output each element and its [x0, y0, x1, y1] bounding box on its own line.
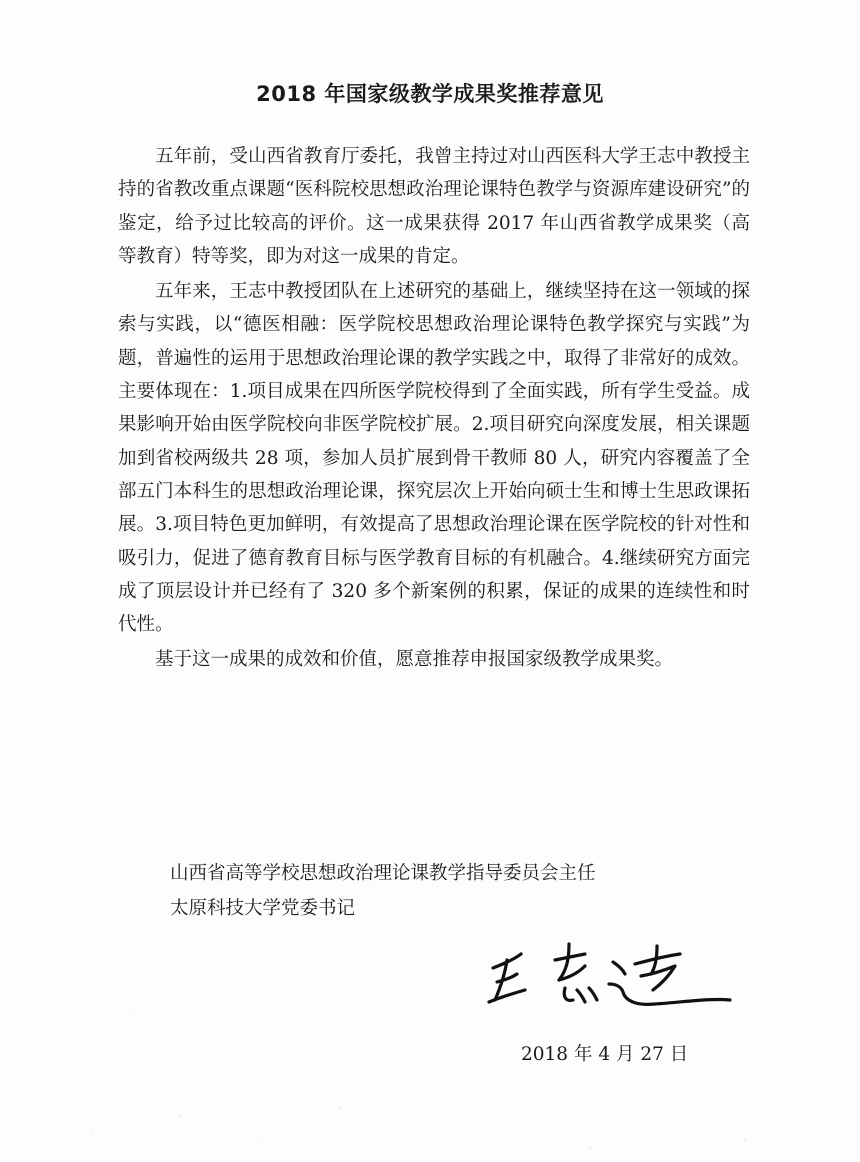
paragraph-2: 五年来，王志中教授团队在上述研究的基础上，继续坚持在这一领域的探索与实践，以“德医相融：医学院校思想政治理论课特色教学探究与实践”为题，普遍性的运用于思想政治理论课的教学实践之中，取得了非常好的成效。主要体现在：1.项目成果在四所医学院校得到了全面实践，所有学生受益。成果影响开始由医学院校向非医学院校扩展。2.项目研究向深度发展，相关课题加到省校两级共 28 项，参加人员扩展到骨干教师 80 人，研究内容覆盖了全部五门本科生的思想政治理论课，探究层次上开始向硕士生和博士生思政课拓展。3.项目特色更加鲜明，有效提高了思想政治理论课在医学院校的针对性和吸引力，促进了德育教育目标与医学教育目标的有机融合。4.继续研究方面完成了顶层设计并已经有了 320 多个新案例的积累，保证的成果的连续性和时代性。	[118, 281, 750, 636]
paragraph-1: 五年前，受山西省教育厅委托，我曾主持过对山西医科大学王志中教授主持的省教改重点课题“医科院校思想政治理论课特色教学与资源库建设研究”的鉴定，给予过比较高的评价。这一成果获得 2017 年山西省教学成果奖（高等教育）特等奖，即为对这一成果的肯定。	[118, 146, 750, 267]
handwritten-signature	[485, 940, 735, 1020]
document-title: 2018 年国家级教学成果奖推荐意见	[256, 82, 604, 106]
letter-date: 2018 年 4 月 27 日	[521, 1044, 689, 1065]
letter-body	[118, 140, 750, 677]
signatory-organization: 山西省高等学校思想政治理论课教学指导委员会主任	[170, 863, 596, 884]
signatory-position: 太原科技大学党委书记	[170, 898, 356, 919]
paragraph-3: 基于这一成果的成效和价值，愿意推荐申报国家级教学成果奖。	[155, 649, 674, 671]
